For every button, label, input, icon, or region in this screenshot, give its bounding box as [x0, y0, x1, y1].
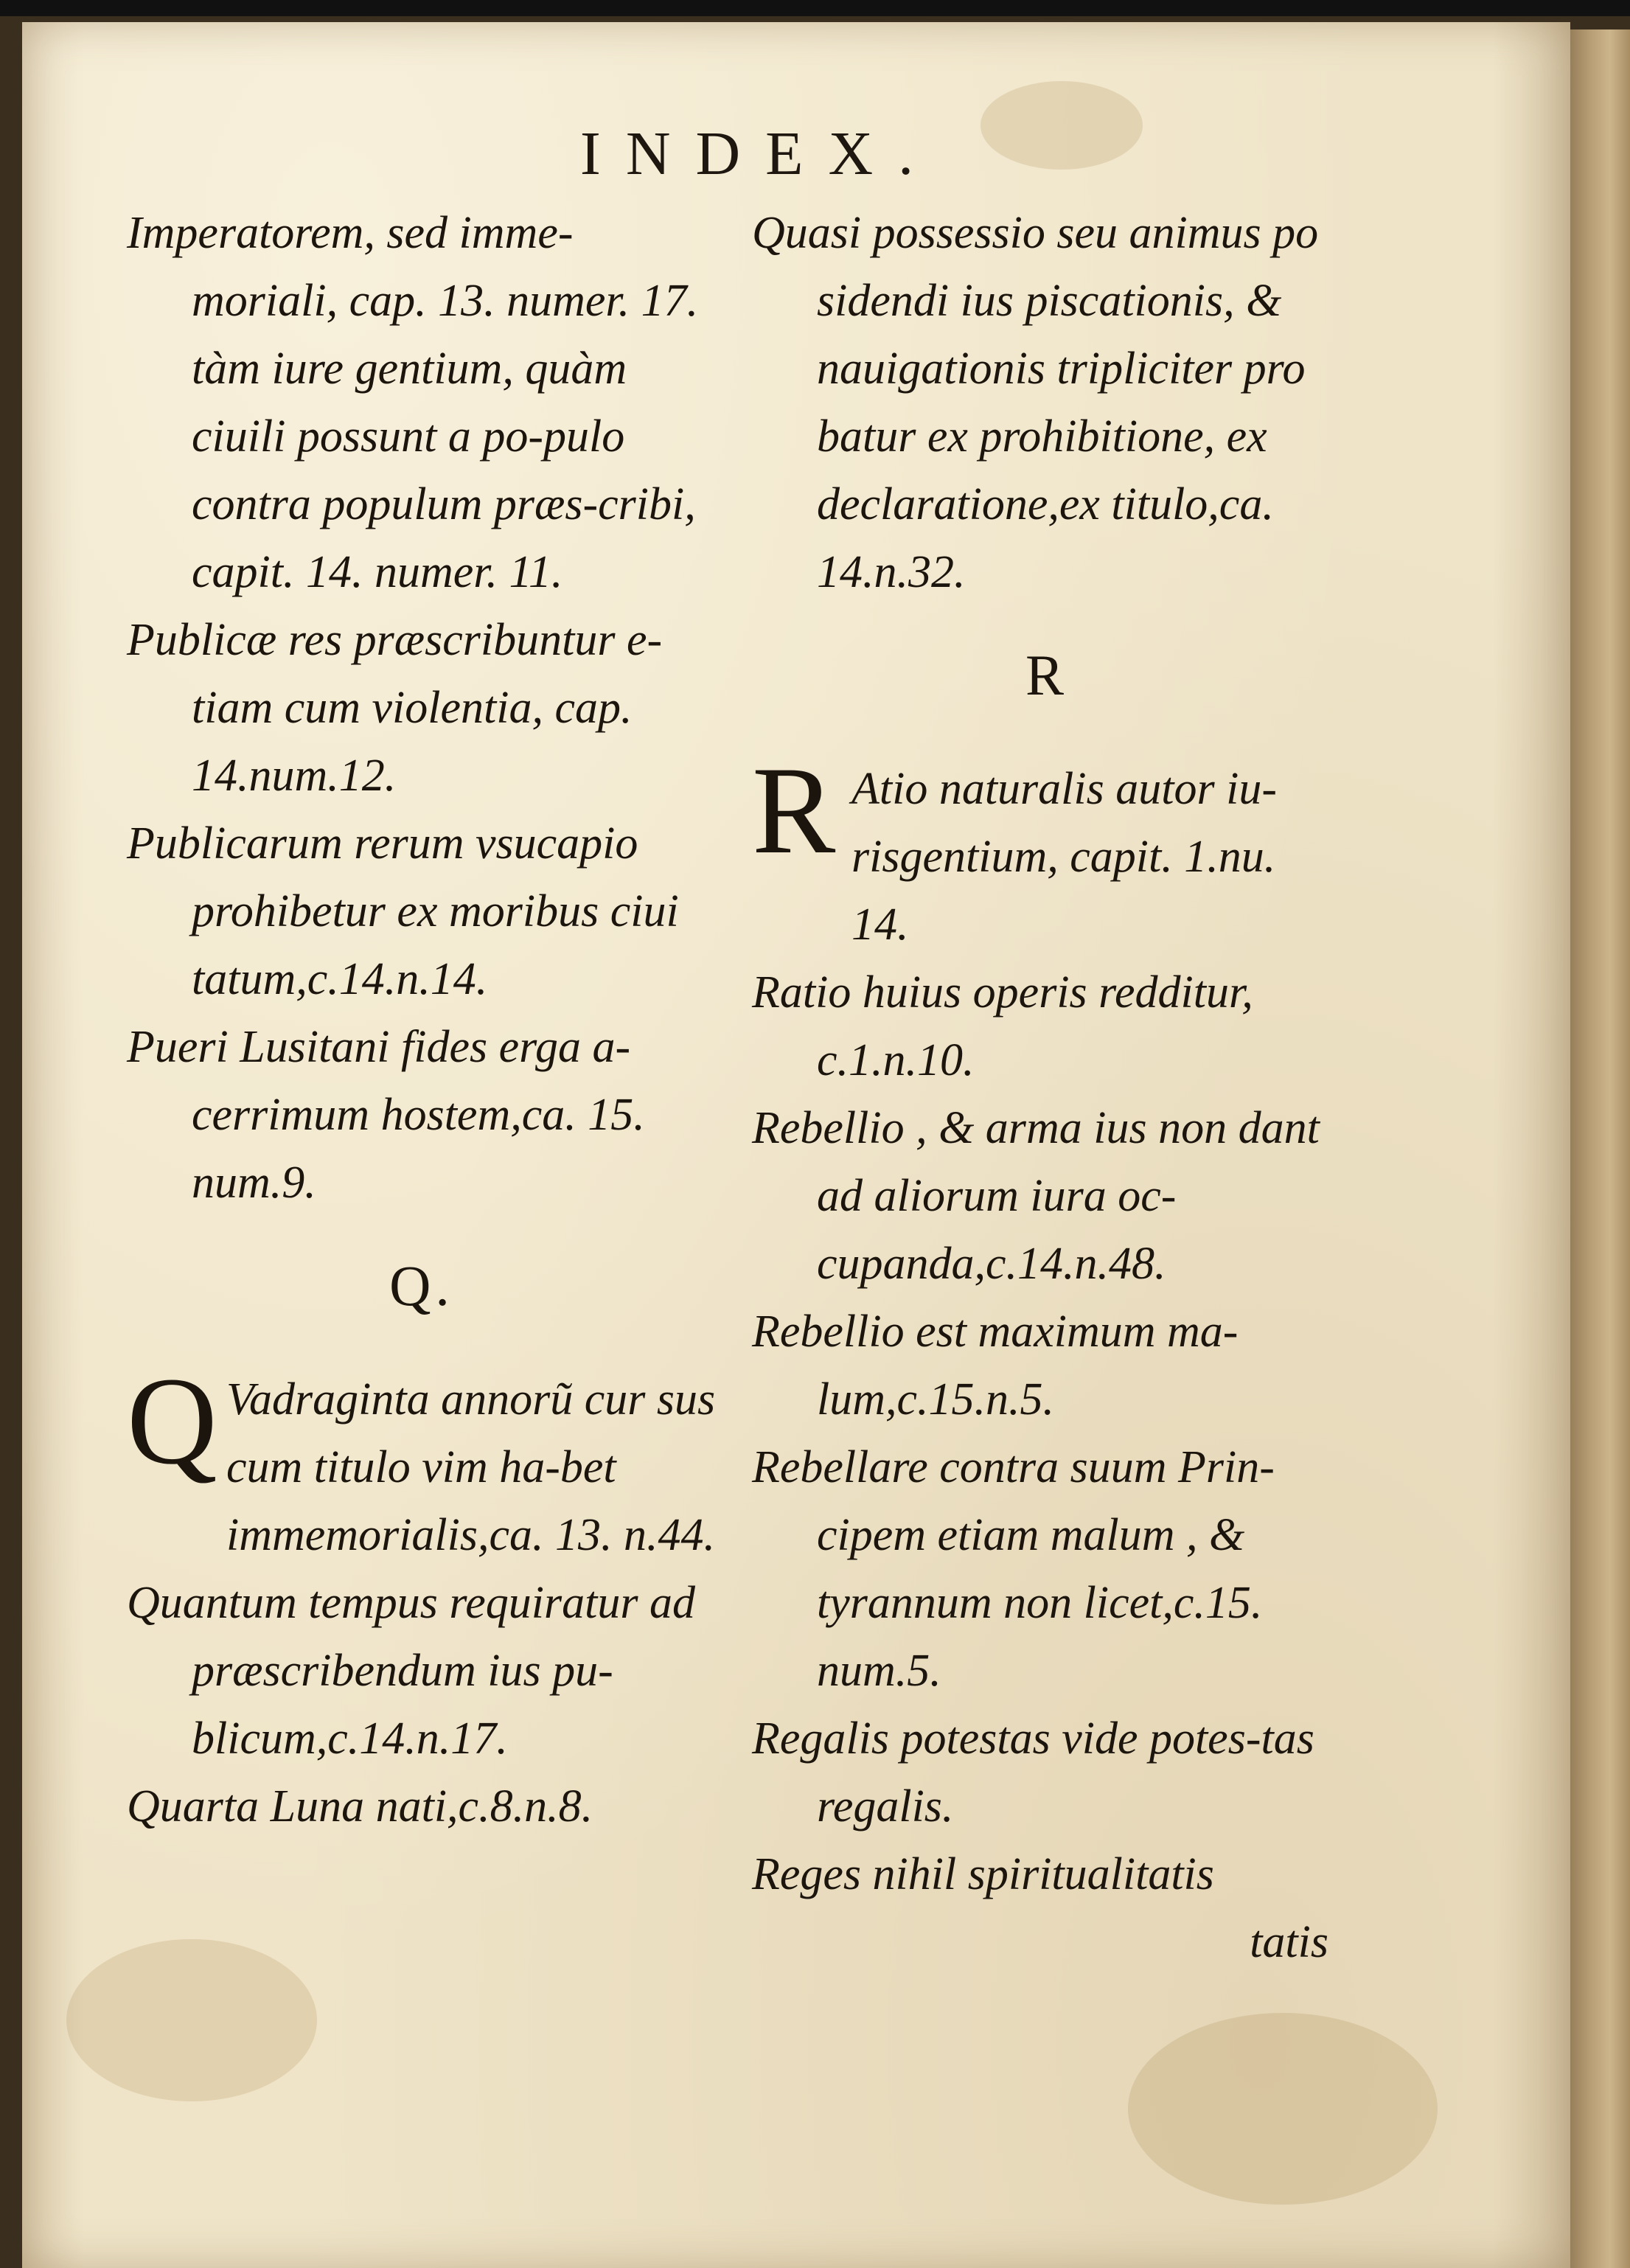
section-letter-q: Q. — [389, 1253, 454, 1318]
index-entry: Reges nihil spiritualitatis — [752, 1849, 1214, 1899]
index-entry-drop-cap — [752, 741, 1342, 959]
index-entry-drop-cap — [127, 1352, 717, 1569]
section-letter-r: R — [1025, 643, 1069, 707]
right-column — [752, 199, 1342, 1976]
index-entry: Publicæ res præscribuntur e-tiam cum violentia, cap. 14.num.12. — [127, 615, 663, 801]
index-entry: Regalis potestas vide potes-tas regalis. — [752, 1714, 1314, 1832]
index-entry: Publicarum rerum vsucapio prohibetur ex moribus ciui tatum,c.14.n.14. — [127, 818, 679, 1004]
index-entry: Rebellio , & arma ius non dant ad aliorum iura oc-cupanda,c.14.n.48. — [752, 1103, 1320, 1289]
drop-entry-text: Atio naturalis autor iu-risgentium, capit. 1.nu. 14. — [851, 764, 1277, 950]
paper-stain — [1128, 2013, 1438, 2205]
running-head: INDEX. — [579, 119, 939, 188]
index-entry: Pueri Lusitani fides erga a-cerrimum hostem,ca. 15. num.9. — [127, 1022, 645, 1208]
index-entry: Rebellare contra suum Prin-cipem etiam malum , & tyrannum non licet,c.15. num.5. — [752, 1442, 1275, 1696]
catchword: tatis — [1250, 1917, 1328, 1967]
index-entry: Ratio huius operis redditur, c.1.n.10. — [752, 967, 1253, 1085]
left-column — [127, 199, 717, 1840]
drop-cap: R — [752, 741, 836, 880]
scan-top-border — [0, 0, 1630, 16]
drop-entry-text: Vadraginta annorũ cur sus cum titulo vim ha-bet immemorialis,ca. 13. n.44. — [226, 1374, 716, 1560]
paper-stain — [66, 1939, 317, 2101]
index-entry: Rebellio est maximum ma-lum,c.15.n.5. — [752, 1307, 1239, 1425]
index-entry: Imperatorem, sed imme-moriali, cap. 13. numer. 17. tàm iure gentium, quàm ciuili possunt a po-pulo contra populum præs-cribi, capit. 14. numer. 11. — [127, 208, 699, 597]
index-entry: Quantum tempus requiratur ad præscribendum ius pu-blicum,c.14.n.17. — [127, 1578, 695, 1764]
paper-stain — [981, 81, 1143, 170]
drop-cap: Q — [127, 1352, 217, 1490]
index-entry: Quasi possessio seu animus po sidendi ius piscationis, & nauigationis tripliciter pro batur ex prohibitione, ex declaratione,ex titulo,ca. 14.n.32. — [752, 208, 1319, 597]
page-edge-stack — [1563, 29, 1630, 2268]
index-entry: Quarta Luna nati,c.8.n.8. — [127, 1781, 593, 1832]
